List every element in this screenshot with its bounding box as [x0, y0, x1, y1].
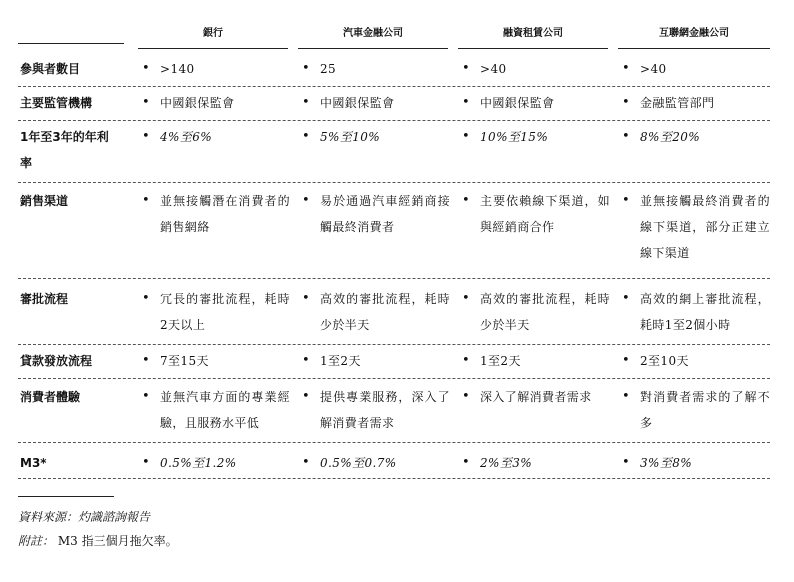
row-label: 消費者體驗 — [20, 390, 81, 404]
table-cell: • 7至15天 — [142, 353, 209, 368]
table-cell: • 中國銀保監會 — [142, 95, 235, 110]
table-cell: • 10%至15% — [462, 129, 549, 144]
row-label: 參與者數目 — [20, 62, 81, 76]
row-divider — [18, 86, 770, 87]
row-label: 銷售渠道 — [20, 194, 69, 208]
table-cell: • 1至2天 — [462, 353, 521, 368]
footnote-source — [18, 508, 150, 526]
row-label: 審批流程 — [20, 292, 69, 306]
column-header-bank: 銀行 — [138, 24, 288, 49]
table-cell: • 冗長的審批流程，耗時2天以上 — [142, 291, 290, 332]
table-cell: • 中國銀保監會 — [302, 95, 395, 110]
column-header-leasing: 融資租賃公司 — [458, 24, 608, 49]
table-cell: • 高效的網上審批流程，耗時1至2個小時 — [622, 291, 770, 332]
table-cell: • >40 — [622, 61, 667, 76]
table-cell: • 並無汽車方面的專業經驗，且服務水平低 — [142, 389, 290, 430]
table-cell: • 易於通過汽車經銷商接觸最終消費者 — [302, 193, 450, 234]
table-cell: • 主要依賴線下渠道，如與經銷商合作 — [462, 193, 610, 234]
row-label: 貸款發放流程 — [20, 354, 93, 368]
row-divider — [18, 442, 770, 443]
column-header-internet-finance: 互聯網金融公司 — [618, 24, 770, 49]
table-cell: • 對消費者需求的了解不多 — [622, 389, 770, 430]
row-divider — [18, 278, 770, 279]
table-cell: • 8%至20% — [622, 129, 701, 144]
row-label: 1年至3年的年利率 — [20, 130, 109, 170]
table-cell: • 金融監管部門 — [622, 95, 715, 110]
table-cell: • 並無接觸潛在消費者的銷售網絡 — [142, 193, 290, 234]
row-divider — [18, 120, 770, 121]
table-cell: • 4%至6% — [142, 129, 213, 144]
table-cell: • 2至10天 — [622, 353, 689, 368]
note-label: 附註： — [18, 534, 55, 548]
table-cell: • 高效的審批流程，耗時少於半天 — [462, 291, 610, 332]
row-label: 主要監管機構 — [20, 96, 93, 110]
note-text: M3 指三個月拖欠率。 — [57, 534, 178, 548]
row-divider — [18, 378, 770, 379]
footnote-rule — [18, 496, 114, 497]
table-cell: • 高效的審批流程，耗時少於半天 — [302, 291, 450, 332]
footnote-note — [18, 532, 178, 550]
row-divider — [18, 344, 770, 345]
table-cell: • >140 — [142, 61, 195, 76]
table-cell: • 深入了解消費者需求 — [462, 389, 592, 404]
header-blank-rule — [18, 24, 124, 44]
table-cell: • 提供專業服務，深入了解消費者需求 — [302, 389, 450, 430]
table-cell: • 1至2天 — [302, 353, 361, 368]
table-cell: • 並無接觸最終消費者的線下渠道，部分正建立線下渠道 — [622, 193, 770, 260]
row-label: M3* — [20, 456, 47, 470]
table-cell: • 5%至10% — [302, 129, 381, 144]
column-header-auto-finance: 汽車金融公司 — [298, 24, 448, 49]
table-cell: • 2%至3% — [462, 455, 533, 470]
table-cell: • 25 — [302, 61, 337, 76]
table-cell: • 中國銀保監會 — [462, 95, 555, 110]
table-cell: • 0.5%至0.7% — [302, 455, 397, 470]
table-cell: • >40 — [462, 61, 507, 76]
row-divider — [18, 182, 770, 183]
table-cell: • 3%至8% — [622, 455, 693, 470]
source-text: 資料來源：灼識諮詢報告 — [18, 510, 151, 524]
table-cell: • 0.5%至1.2% — [142, 455, 237, 470]
row-divider — [18, 478, 770, 479]
